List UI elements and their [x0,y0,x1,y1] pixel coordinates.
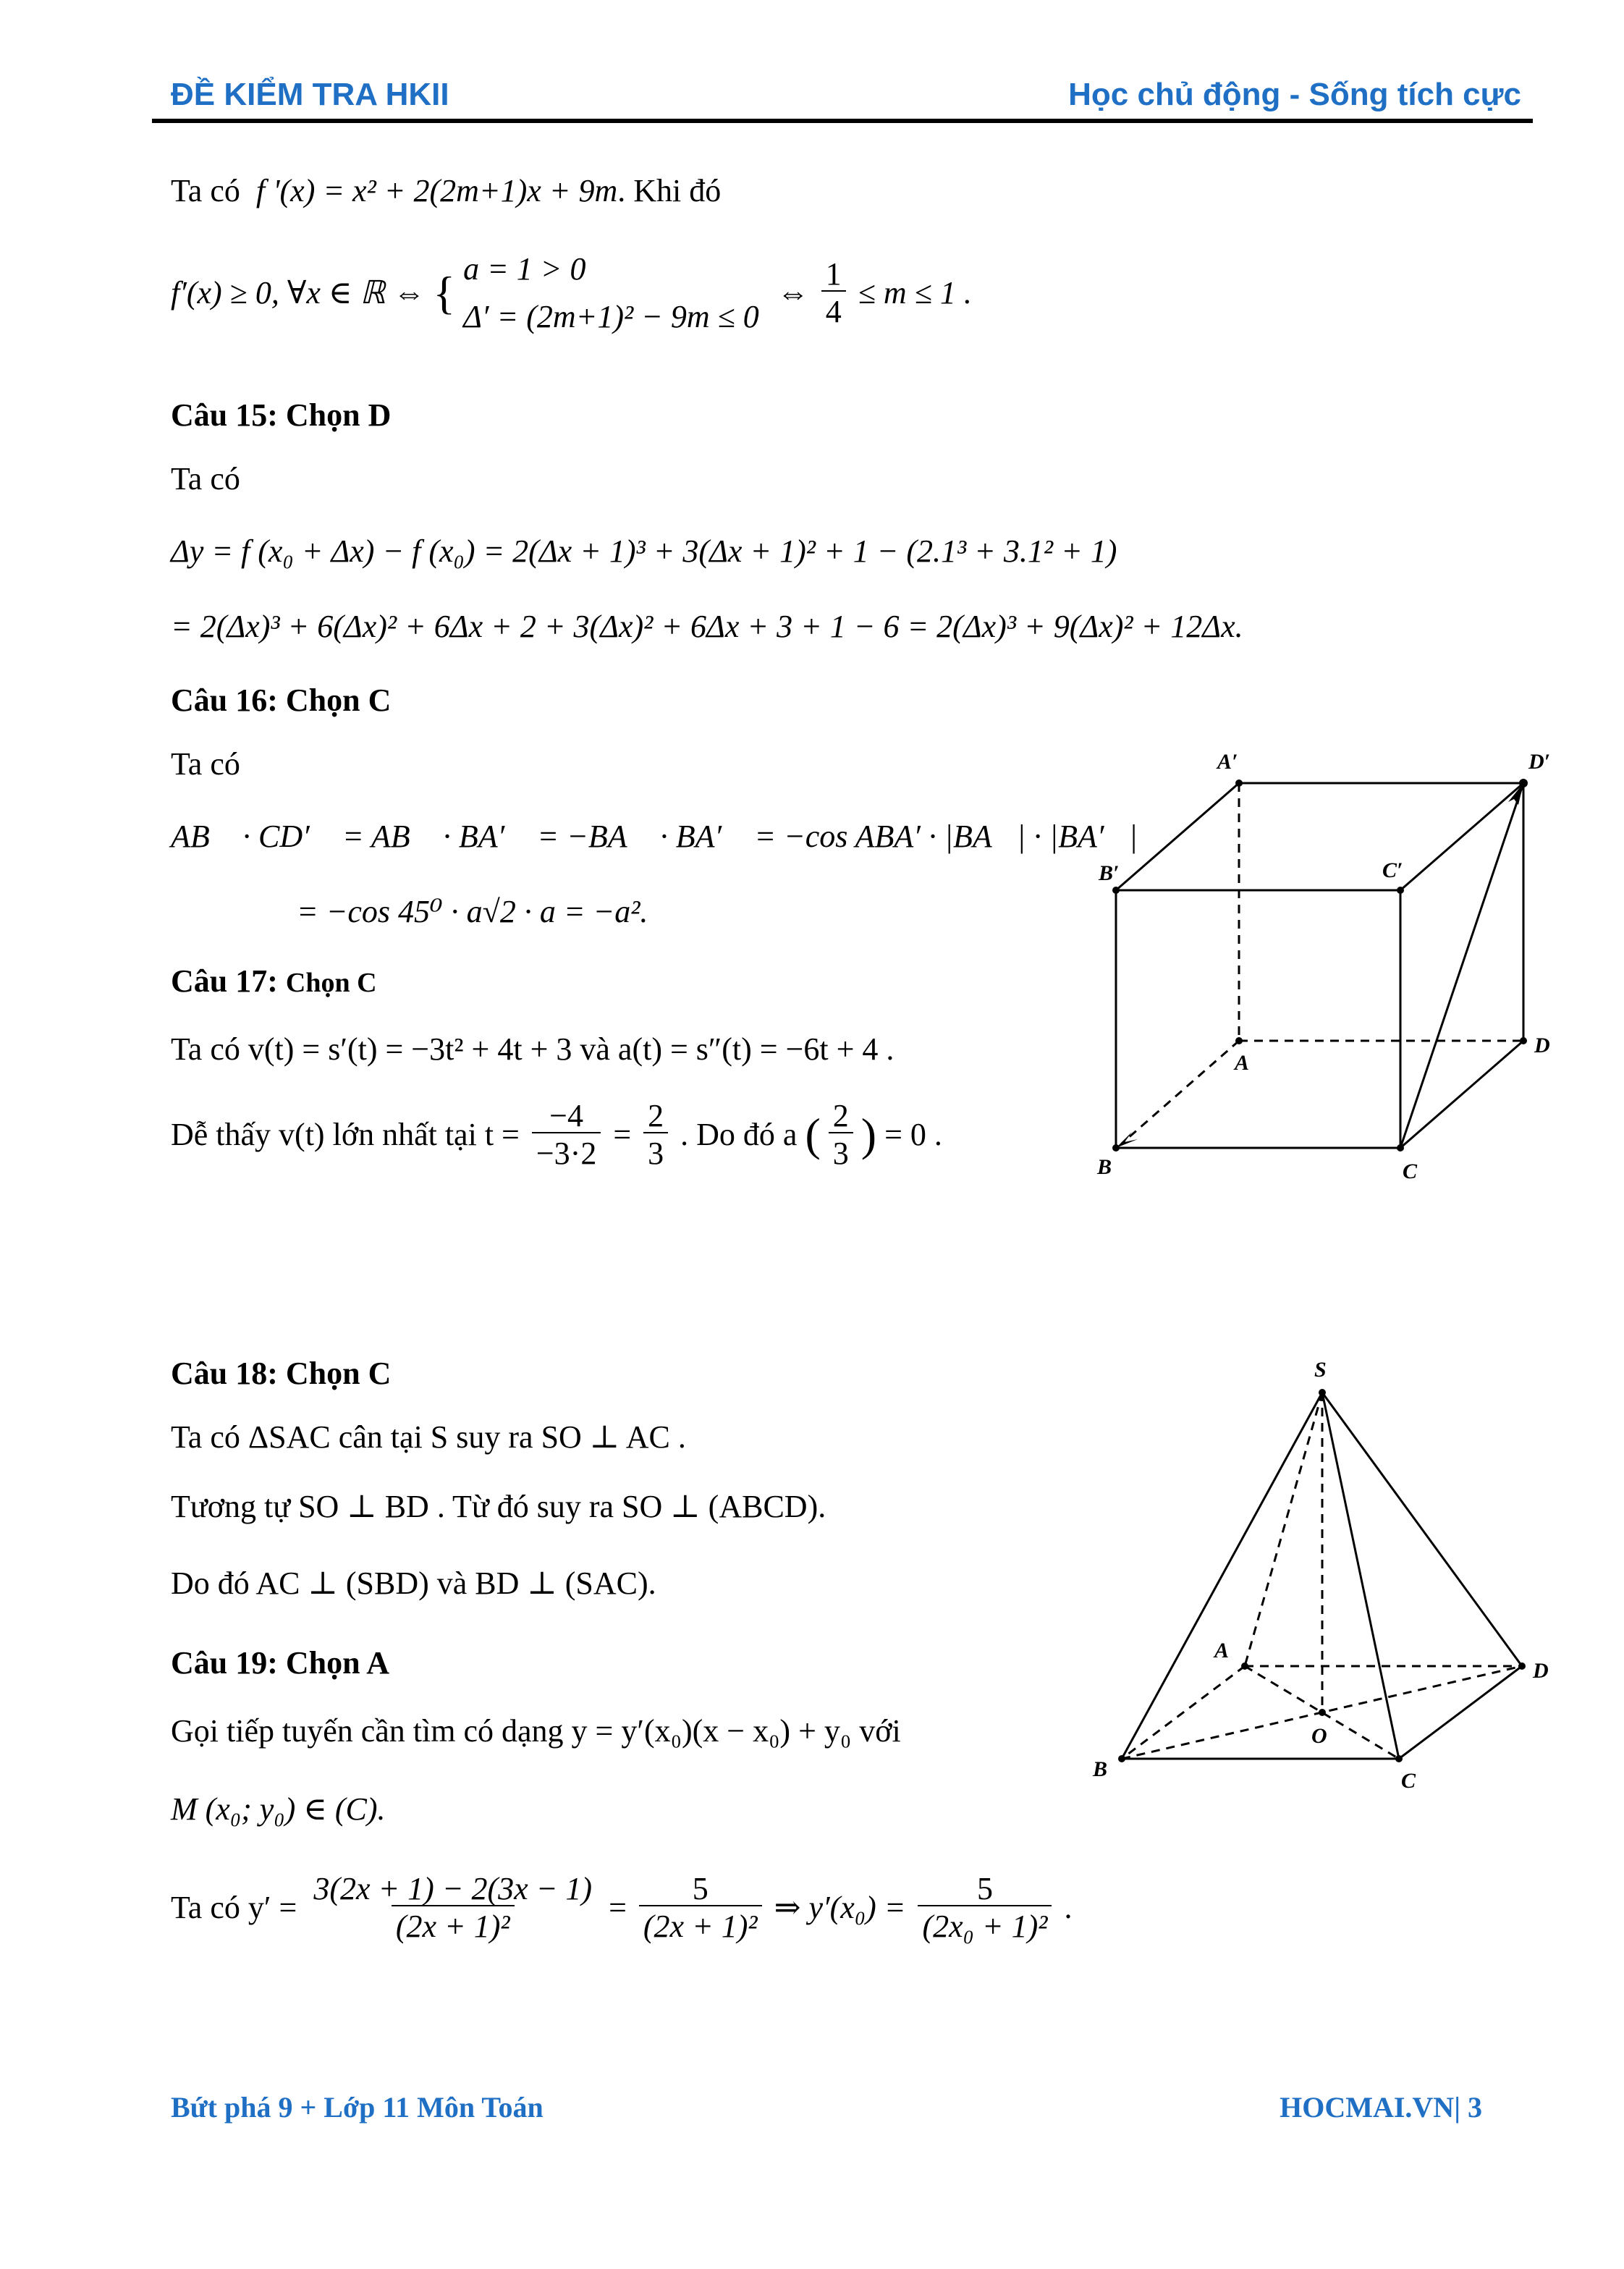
cube-label-C1: C′ [1382,858,1403,882]
pyr-label-S: S [1314,1358,1327,1382]
pyr-label-A: A [1214,1639,1230,1662]
q16-eq2: = −cos 45⁰ · a√2 · a = −a². [297,894,648,929]
q15-title: Câu 15: Chọn D [171,397,392,433]
cube-point-A [1235,1037,1243,1044]
header-rule [152,119,1533,123]
cube-label-C: C [1403,1159,1418,1183]
q14-condition: f′(x) ≥ 0, ∀x ∈ ℝ ⇔ { a = 1 > 0 Δ′ = (2m+1)² − 9m ≤ 0 ⇔ $\frac{1}{4}$ ≤ m ≤ 1 . [171,251,972,334]
q16-eq1: AB⃗ · CD′⃗ = AB⃗ · BA′⃗ = −BA⃗ · BA′⃗ = −cos ABA′ · |BA⃗| · |BA′⃗| [171,819,1138,854]
cube-label-D: D [1534,1034,1550,1057]
cube-label-D1: D′ [1528,750,1551,774]
pyr-label-C: C [1401,1769,1416,1793]
pyr-edge-SA [1245,1393,1322,1666]
q19-line3: Ta có y′ = $\frac{3(2x + 1) - 2(3x - 1)}{\text{(2x + 1)²}}$ = $\frac{5}{\text{(2x + 1)²}}$ ⇒ y′(x₀) = $\frac{5}{\text{(2x₀ + 1)²}}$ . [171,1871,1073,1944]
pyramid-figure [1078,1353,1570,1806]
pyr-label-D: D [1533,1659,1549,1683]
q18-title: Câu 18: Chọn C [171,1356,392,1391]
q17-eq1: Ta có v(t) = s′(t) = −3t² + 4t + 3 và a(t) = s″(t) = −6t + 4 . [171,1031,895,1067]
pyr-edge-SB [1122,1393,1322,1759]
cube-label-B1: B′ [1099,861,1120,885]
pyr-point-A [1241,1662,1248,1670]
footer-course: Bứt phá 9 + Lớp 11 Môn Toán [171,2091,544,2124]
q18-line3: Do đó AC ⊥ (SBD) và BD ⊥ (SAC). [171,1566,656,1601]
q18-line1: Ta có ΔSAC cân tại S suy ra SO ⊥ AC . [171,1419,686,1455]
q14-line1: Ta có f '(x) = x² + 2(2m+1)x + 9m. Khi đó [171,173,722,208]
cube-svg [1071,738,1578,1201]
q14-fraction: $\frac{1}{4}$ [821,258,846,328]
footer-page: HOCMAI.VN| 3 [1280,2091,1482,2124]
cube-label-B: B [1097,1155,1112,1179]
cube-point-C [1397,1144,1404,1152]
pyramid-svg [1078,1353,1570,1802]
cube-point-B [1112,1144,1120,1152]
cube-point-D1 [1519,779,1528,787]
q19-title: Câu 19: Chọn A [171,1645,389,1681]
pyr-point-C [1395,1755,1403,1762]
cube-point-D [1520,1037,1527,1044]
pyr-edge-CD [1399,1666,1522,1759]
header-slogan: Học chủ động - Sống tích cực [1068,77,1521,112]
cube-point-C1 [1397,887,1404,894]
cube-edge-B1A1 [1116,783,1239,890]
q19-line2: M (x₀; y₀) ∈ (C). [171,1791,386,1827]
pyr-label-B: B [1093,1757,1108,1781]
cube-figure [1071,738,1578,1205]
pyr-point-D [1518,1662,1526,1670]
q15-eq2: = 2(Δx)³ + 6(Δx)² + 6Δx + 2 + 3(Δx)² + 6Δx + 3 + 1 − 6 = 2(Δx)³ + 9(Δx)² + 12Δx. [171,609,1243,644]
pyr-point-O [1319,1709,1326,1716]
cube-label-A: A [1235,1051,1250,1075]
q19-line1: Gọi tiếp tuyến cần tìm có dạng y = y′(x₀)(x − x₀) + y₀ với [171,1713,901,1749]
cube-arrow-AB [1116,1132,1138,1148]
pyr-label-O: O [1311,1724,1327,1748]
q14-system: a = 1 > 0 Δ′ = (2m+1)² − 9m ≤ 0 [463,251,759,334]
cube-point-A1 [1235,779,1243,787]
cube-edge-AB [1122,1041,1239,1144]
pyr-point-S [1319,1389,1326,1396]
q15-eq1: Δy = f (x₀ + Δx) − f (x₀) = 2(Δx + 1)³ + 3(Δx + 1)² + 1 − (2.1³ + 3.1² + 1) [171,533,1117,569]
header-title: ĐỀ KIỂM TRA HKII [171,77,449,112]
q16-intro: Ta có [171,746,240,782]
q17-title: Câu 17: Chọn C [171,963,377,999]
cube-label-A1: A′ [1217,750,1238,774]
pyr-point-B [1118,1755,1125,1762]
pyr-edge-SD [1322,1393,1522,1666]
cube-point-B1 [1112,887,1120,894]
q15-intro: Ta có [171,461,240,497]
q17-line2: Dễ thấy v(t) lớn nhất tại t = $\frac{-4}{-3\cdot 2}$ = $\frac{2}{3}$ . Do đó a ( $\frac{2}{3}$ ) = 0 . [171,1098,942,1171]
q16-title: Câu 16: Chọn C [171,683,392,718]
q18-line2: Tương tự SO ⊥ BD . Từ đó suy ra SO ⊥ (ABCD). [171,1489,826,1524]
